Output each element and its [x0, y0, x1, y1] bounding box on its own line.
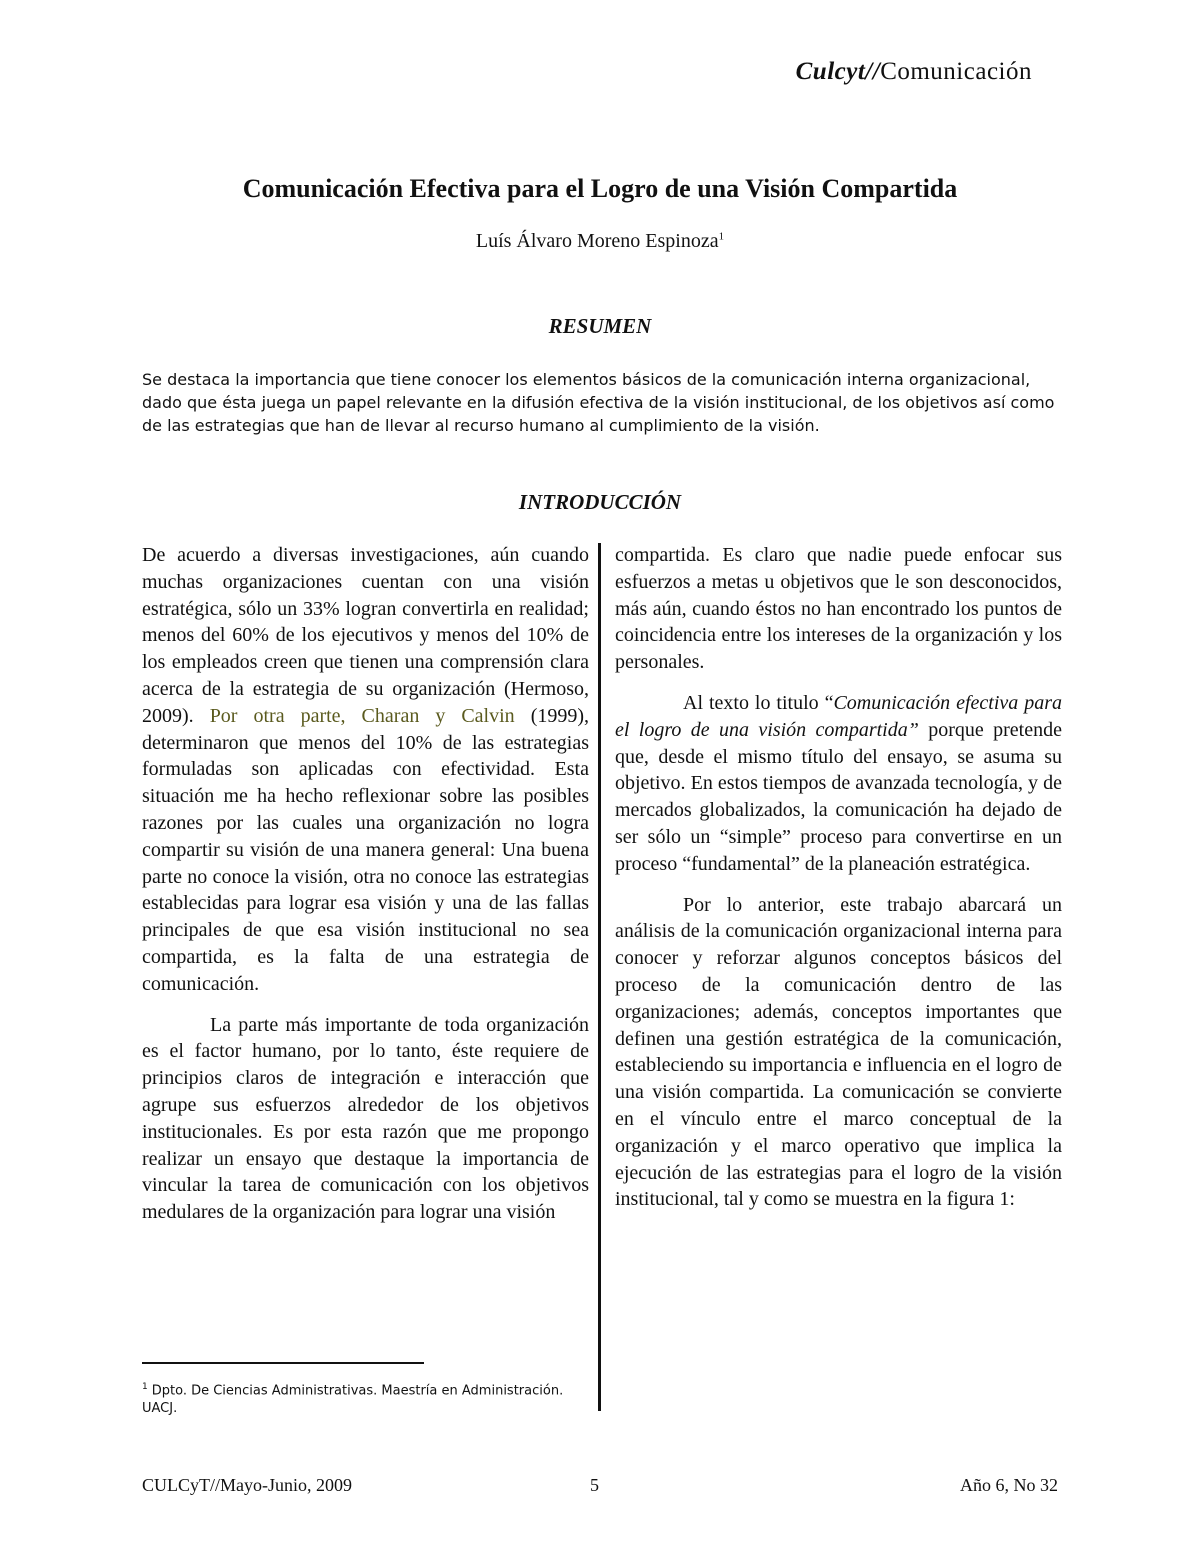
- author-name: Luís Álvaro Moreno Espinoza: [475, 230, 719, 252]
- left-column: [142, 542, 589, 1226]
- author-line: [0, 230, 1200, 253]
- right-column: [615, 542, 1062, 1213]
- running-header: [796, 58, 1032, 86]
- footnote-rule: [142, 1362, 424, 1364]
- paragraph-3: [615, 690, 1062, 878]
- paragraph-3-italic-title: Comunicación efectiva para el logro de una visión compartida”: [615, 691, 1062, 741]
- author-footnote-mark: 1: [718, 230, 725, 243]
- paragraph-1-text-b: (1999), determinaron que menos del 10% de las estrategias formuladas son aplicadas con efectividad. Esta situación me ha hecho reflexionar sobre las posibles razones por las cuales una organización no logra compartir su visión de una manera general: Una buena parte no conoce la visión, otra no conoce las estrategias establecidas para lograr esa visión y una de las fallas principales de que esa visión institucional no sea compartida, es la falta de una estrategia de comunicación.: [142, 704, 590, 995]
- paragraph-1: [142, 542, 589, 998]
- paragraph-2: La parte más importante de toda organización es el factor humano, por lo tanto, éste requiere de principios claros de integración e interacción que agrupe sus esfuerzos alrededor de los objetivos institucionales. Es por esta razón que me propongo realizar un ensayo que destaque la importancia de vincular la tarea de comunicación con los objetivos medulares de la organización para lograr una visión: [142, 1013, 589, 1224]
- paragraph-3-text-b: porque pretende que, desde el mismo título del ensayo, se asuma su objetivo. En estos tiempos de avanzada tecnología, y de mercados globalizados, la comunicación ha dejado de ser sólo un “simple” proceso para convertirse en un proceso “fundamental” de la planeación estratégica.: [615, 718, 1062, 875]
- journal-brand: Culcyt//: [795, 58, 881, 85]
- paragraph-2-continued: compartida. Es claro que nadie puede enfocar sus esfuerzos a metas u objetivos que le son desconocidos, más aún, cuando éstos no han encontrado los puntos de coincidencia entre los intereses de la organización y los personales.: [615, 544, 1062, 674]
- article-title: Comunicación Efectiva para el Logro de una Visión Compartida: [242, 174, 958, 203]
- abstract-heading: RESUMEN: [548, 314, 652, 338]
- abstract-text: Se destaca la importancia que tiene conocer los elementos básicos de la comunicación interna organizacional, dado que ésta juega un papel relevante en la difusión efectiva de la visión institucional, de los objetivos así como de las estrategias que han de llevar al recurso humano al cumplimiento de la visión.: [142, 370, 1055, 435]
- column-divider: [598, 543, 601, 1411]
- footer-page-number: 5: [590, 1475, 599, 1495]
- footer-journal-issue: CULCyT//Mayo-Junio, 2009: [142, 1475, 352, 1495]
- paragraph-4: Por lo anterior, este trabajo abarcará un análisis de la comunicación organizacional interna para conocer y reforzar algunos conceptos básicos del proceso de la comunicación dentro de las organizaciones; además, conceptos importantes que definen una gestión estratégica de la comunicación, estableciendo su importancia e influencia en el logro de una visión compartida. La comunicación se convierte en el vínculo entre el marco conceptual de la organización y el marco operativo que implica la ejecución de las estrategias para el logro de la visión institucional, tal y como se muestra en la figura 1:: [615, 893, 1062, 1211]
- paragraph-1-citation: Por otra parte, Charan y Calvin: [209, 704, 515, 727]
- journal-section: Comunicación: [880, 58, 1032, 85]
- footnote-mark: 1: [142, 1382, 148, 1392]
- paragraph-3-text-a: Al texto lo titulo “: [683, 691, 834, 714]
- paragraph-1-text-a: De acuerdo a diversas investigaciones, aún cuando muchas organizaciones cuentan con una visión estratégica, sólo un 33% logran convertirla en realidad; menos del 60% de los ejecutivos y menos del 10% de los empleados creen que tienen una comprensión clara acerca de la estrategia de su organización (Hermoso, 2009).: [142, 544, 589, 727]
- footnote-text: Dpto. De Ciencias Administrativas. Maestría en Administración. UACJ.: [142, 1383, 564, 1417]
- footnote: [142, 1378, 582, 1418]
- introduction-heading: INTRODUCCIÓN: [518, 490, 682, 514]
- footer-volume: Año 6, No 32: [960, 1475, 1058, 1495]
